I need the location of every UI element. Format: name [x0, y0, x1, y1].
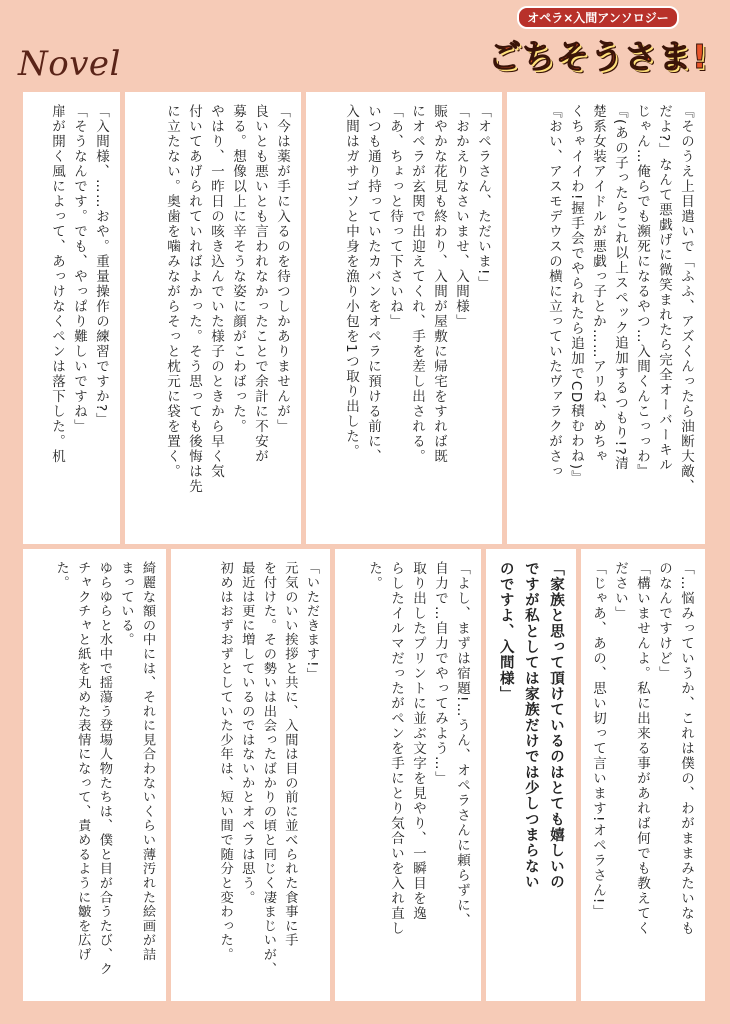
- excerpt-text: 『そのうえ上目遣いで「ふふ、アズくんったら油断大敵、 だよ?」なんて悪戯げに微笑まれたら完全オーバーキル じゃん…俺らでも瀕死になるやつ…入間くんこっっわ』 『(あの子ったらこれ以上スペック追加するつもり!?清 楚系女装アイドルが悪戯っ子とか……アリね、めちゃ くちゃイイわ!握手会でやられたら追加でCD積むわね)』 『おい、アスモデウスの横に立っていたヴァラクがさっ: [546, 104, 694, 494]
- logo-title: ごちそうさま!: [487, 37, 709, 76]
- excerpt-text: 「入間様、……おや。重量操作の練習ですか?」 「そうなんです。でも、やっぱり難しいですね」 扉が開く風によって、あっけなくペンは落下した。机: [49, 104, 109, 464]
- excerpt-panel-2: [306, 92, 502, 544]
- excerpt-panel-4: [23, 92, 120, 544]
- excerpt-panel-8: [171, 549, 330, 1001]
- excerpt-panel-5: [581, 549, 705, 1001]
- excerpt-text: 「よし、まずは宿題!…うん、オペラさんに頼らずに、 自力で…自力でやってみよう…」 取り出したプリントに並ぶ文字を見やり、一瞬目を逸 らしたイルマだったがペンを手にとり気合いを入れ直し た。: [366, 561, 470, 936]
- excerpt-text: 綺麗な額の中には、それに見合わないくらい薄汚れた絵画が詰 まっている。 ゆらゆらと水中で揺蕩う登場人物たちは、僕と目が合うたび、ク チャクチャと紙を丸めた表情になって、責めるように皺を広げ た。: [53, 561, 155, 976]
- excerpt-panel-7: [335, 549, 481, 1001]
- excerpt-panel-3: [125, 92, 301, 544]
- excerpt-text: 「…悩みっていうか、これは僕の、わがままみたいなも のなんですけど」 「構いませんよ。私に出来る事があれば何でも教えてく ださい」 「じゃあ、あの、思い切って言います!オペラさん!」: [590, 561, 694, 936]
- highlight-quote: 「家族と思って頂けているのはとても嬉しいの ですが私としては家族だけでは少しつまらない のですよ、入間様」: [497, 561, 564, 890]
- logo-subtitle: オペラ×入間アンソロジー: [517, 6, 679, 29]
- section-title: Novel: [18, 44, 121, 84]
- excerpt-panel-9: [23, 549, 166, 1001]
- excerpt-panel-1: [507, 92, 705, 544]
- anthology-logo: [478, 6, 718, 84]
- excerpt-text: 「いただきます!」 元気のいい挨拶と共に、入間は目の前に並べられた食事に手 を付けた。その勢いは出会ったばかりの頃と同じく凄まじいが、 最近は更に増しているのではないかとオペラは思う。 初めはおずおずとしていた少年は、短い間で随分と変わった。: [217, 561, 319, 976]
- excerpt-panel-6: [486, 549, 576, 1001]
- excerpt-text: 「オペラさん、ただいま!」 「おかえりなさいませ、入間様」 賑やかな花見も終わり、入間が屋敷に帰宅をすれば既 にオペラが玄関で出迎えてくれ、手を差し出される。 「あ、ちょっと待って下さいね」 いつも通り持っていたカバンをオペラに預ける前に、 入間はガサゴソと中身を漁り小包を1つ取り出した。: [343, 104, 491, 464]
- excerpt-text: 「今は薬が手に入るのを待つしかありませんが」 良いとも悪いとも言われなかったことで余計に不安が 募る。想像以上に辛そうな姿に顔がこわばった。 やはり、一昨日の咳き込んでいた様子のときから早く気 付いてあげられていればよかった。そう思っても後悔は先 に立たない。奥歯を噛みながらそっと枕元に袋を置く。: [164, 104, 290, 494]
